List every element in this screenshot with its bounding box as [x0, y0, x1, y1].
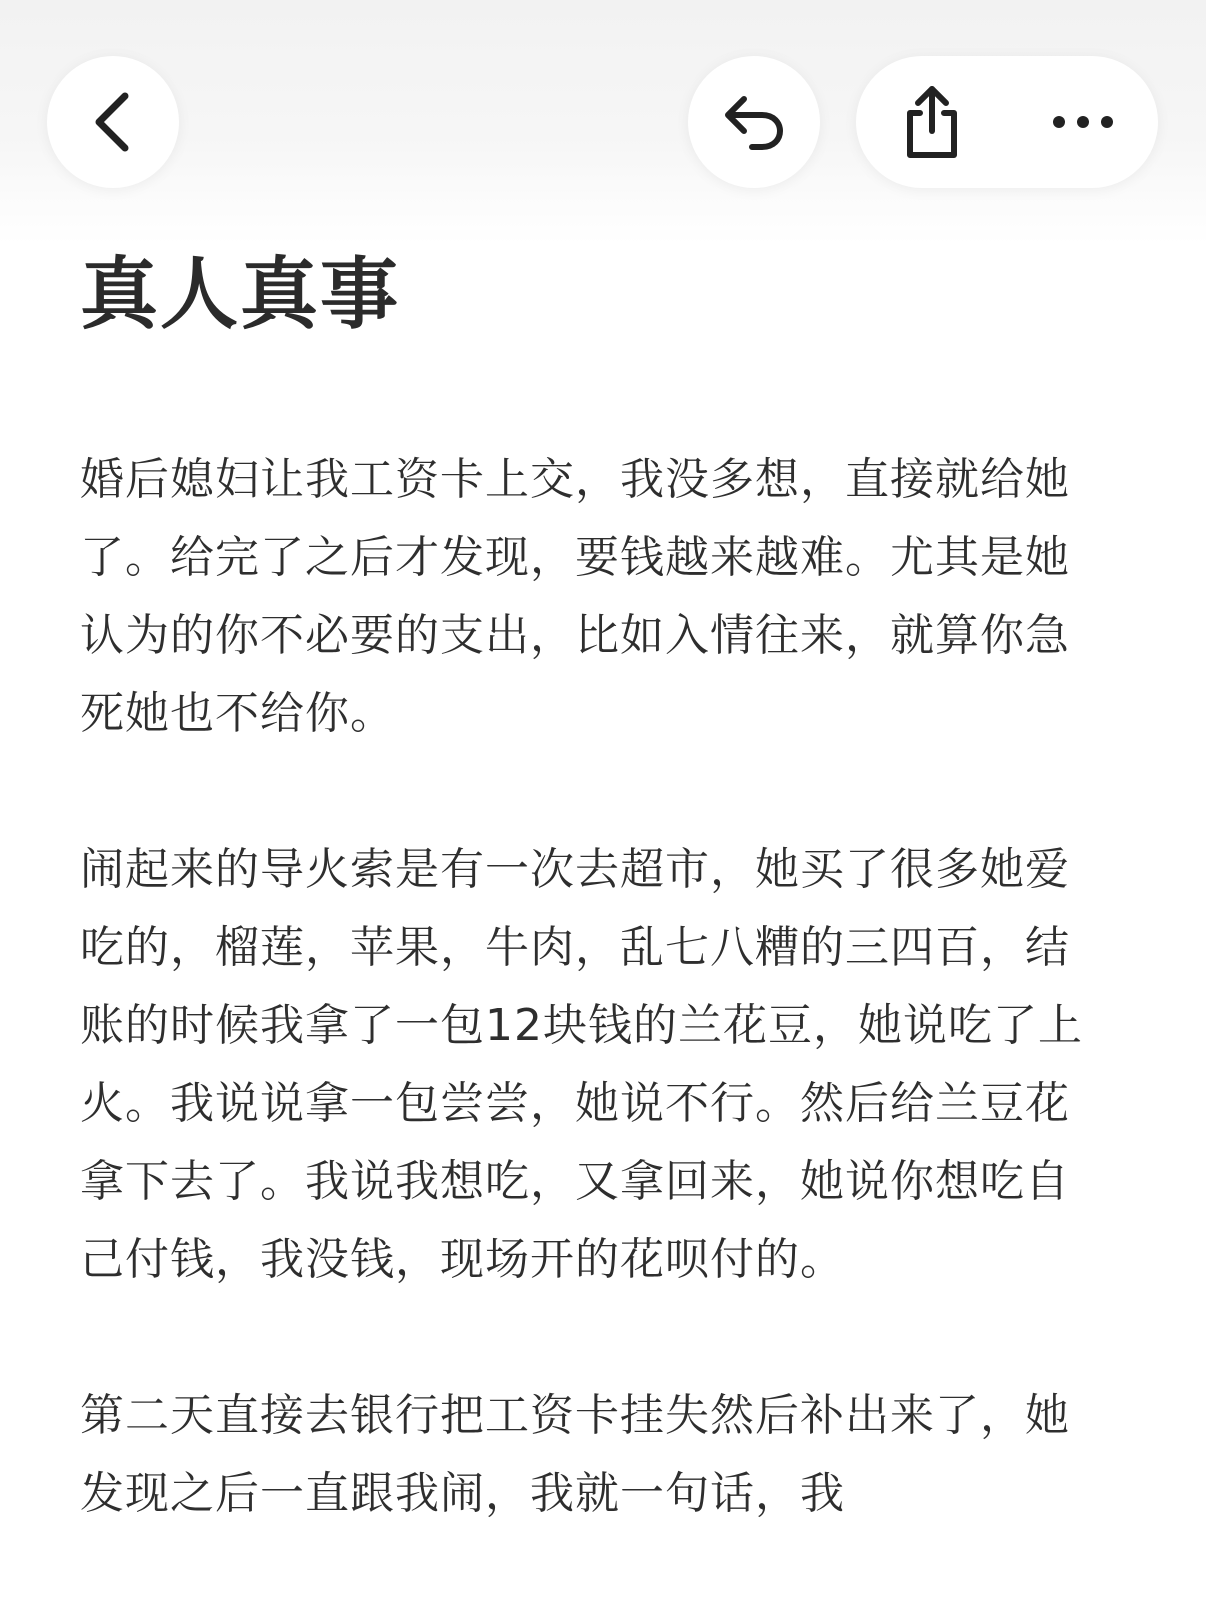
article-paragraph: 婚后媳妇让我工资卡上交，我没多想，直接就给她了。给完了之后才发现，要钱越来越难。尤其是她认为的你不必要的支出，比如入情往来，就算你急死她也不给你。 [80, 454, 1070, 739]
more-button[interactable] [1007, 56, 1158, 188]
article-title: 真人真事 [80, 250, 401, 340]
back-button[interactable] [47, 56, 179, 188]
share-button[interactable] [856, 56, 1007, 188]
chevron-left-icon [93, 92, 133, 152]
reply-arrow-icon [722, 93, 786, 151]
reply-button[interactable] [688, 56, 820, 188]
share-icon [902, 85, 962, 159]
more-dots-icon [1052, 115, 1114, 129]
action-group [856, 56, 1158, 188]
article-paragraph: 闹起来的导火索是有一次去超市，她买了很多她爱吃的，榴莲，苹果，牛肉，乱七八糟的三四百，结账的时候我拿了一包12块钱的兰花豆，她说吃了上火。我说说拿一包尝尝，她说不行。然后给兰豆花拿下去了。我说我想吃，又拿回来，她说你想吃自己付钱，我没钱，现场开的花呗付的。 [80, 844, 1083, 1285]
article-body [80, 441, 1090, 1608]
article-paragraph: 第二天直接去银行把工资卡挂失然后补出来了，她发现之后一直跟我闹，我就一句话，我 [80, 1390, 1070, 1519]
